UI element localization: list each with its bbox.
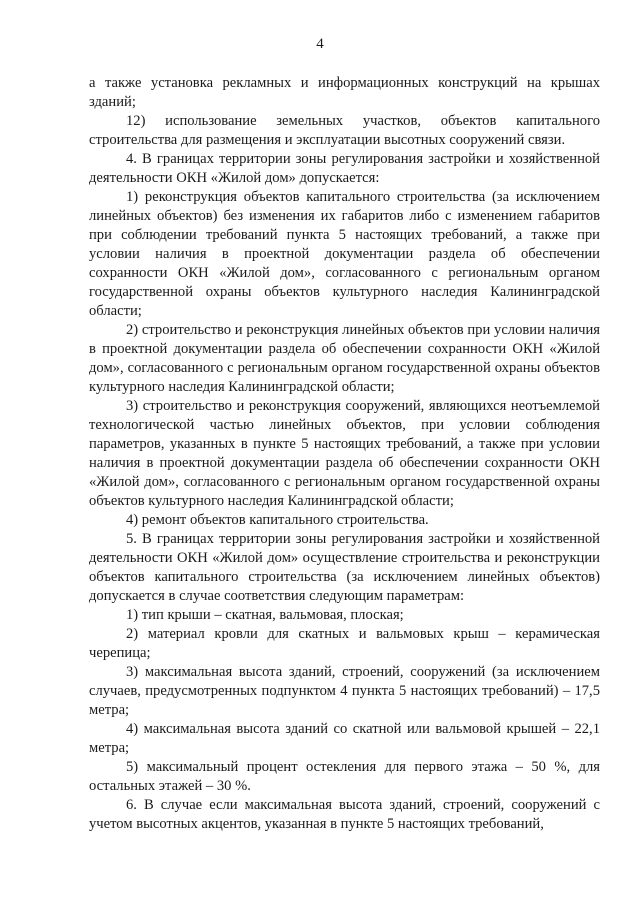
paragraph-4: 1) реконструкция объектов капитального строительства (за исключением линейных объектов) без изменения их габаритов либо с изменением габаритов при соблюдении требований пункта 5 настоящих требований, а также при условии наличия в проектной документации раздела об обеспечении сохранности ОКН «Жилой дом», согласованного с региональным органом государственной охраны объектов культурного наследия Калининградской области; [89,189,600,319]
paragraph-12: 4) максимальная высота зданий со скатной или вальмовой крышей – 22,1 метра; [89,721,600,756]
paragraph-14: 6. В случае если максимальная высота зданий, строений, сооружений с учетом высотных акцентов, указанная в пункте 5 настоящих требований, [89,797,600,832]
paragraph-9: 1) тип крыши – скатная, вальмовая, плоская; [126,607,404,623]
paragraph-6: 3) строительство и реконструкция сооружений, являющихся неотъемлемой технологической частью линейных объектов, при условии соблюдения параметров, указанных в пункте 5 настоящих требований, а также при условии наличия в проектной документации раздела об обеспечении сохранности ОКН «Жилой дом», согласованного с региональным органом государственной охраны объектов культурного наследия Калининградской области; [89,398,600,509]
page-number: 4 [316,36,324,52]
paragraph-7: 4) ремонт объектов капитального строительства. [126,512,429,528]
paragraph-2: 12) использование земельных участков, объектов капитального строительства для размещения и эксплуатации высотных сооружений связи. [89,113,600,148]
paragraph-13: 5) максимальный процент остекления для первого этажа – 50 %, для остальных этажей – 30 %. [89,759,600,794]
paragraph-1: а также установка рекламных и информационных конструкций на крышах зданий; [89,75,600,110]
document-body [89,74,600,834]
paragraph-11: 3) максимальная высота зданий, строений, сооружений (за исключением случаев, предусмотренных подпунктом 4 пункта 5 настоящих требований) – 17,5 метра; [89,664,600,718]
paragraph-8: 5. В границах территории зоны регулирования застройки и хозяйственной деятельности ОКН «Жилой дом» осуществление строительства и реконструкции объектов капитального строительства (за исключением линейных объектов) допускается в случае соответствия следующим параметрам: [89,531,600,604]
paragraph-3: 4. В границах территории зоны регулирования застройки и хозяйственной деятельности ОКН «Жилой дом» допускается: [89,151,600,186]
paragraph-5: 2) строительство и реконструкция линейных объектов при условии наличия в проектной документации раздела об обеспечении сохранности ОКН «Жилой дом», согласованного с региональным органом государственной охраны объектов культурного наследия Калининградской области; [89,322,600,395]
paragraph-10: 2) материал кровли для скатных и вальмовых крыш – керамическая черепица; [89,626,600,661]
